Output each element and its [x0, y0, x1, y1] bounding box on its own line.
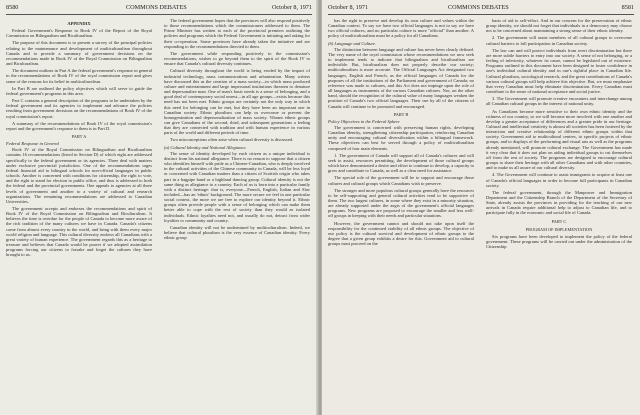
right-running-header: [328, 4, 634, 14]
paragraph: The government while responding positively to the commission's recommendations, wishes to go beyond them to the spirit of the Book IV to ensure that Canada's cultural diversity continues.: [164, 50, 310, 67]
paragraph: basis of aid to self-effort. And in our concern for the preservation of ethnic group identity, we should not forget that individuals in a democracy may choose not to be concerned about maintaining a strong sense of their ethnic identity.: [486, 18, 632, 34]
right-page: [322, 0, 640, 415]
paragraph: The document outlines in Part A the federal government's response in general to the recommendations of Book IV of the royal commission report and gives some of the reasons for its belief in multiculturalism.: [6, 68, 152, 84]
paragraph: In Part B are outlined the policy objectives which will serve to guide the federal government's programs in this area.: [6, 85, 152, 96]
section-heading: Policy Objectives in the Federal Sphere: [328, 118, 400, 124]
left-page: [0, 0, 318, 415]
paragraph: The law can and will protect individuals from overt discrimination but there are more subtle barriers to entry into our society. A sense of not belonging, or a feeling of inferiority, whatever its cause, cannot be legislated out of existence. Programs outlined in this document have been designed to foster confidence in one's individual cultural identity and in one's rightful place in Canadian life. Cultural pluralism, sociological research, and the great contributions of Canada's various cultural groups will help achieve this objective. But, we must emphasize that every Canadian must help eliminate discrimination. Every Canadian must contribute to the sense of national acceptance and social justice.: [486, 47, 632, 95]
section-heading: Federal Response in General: [6, 141, 59, 147]
paragraph: The government is concerned with preserving human rights, developing Canadian identity, strengthening citizenship participation, reinforcing Canadian unity and encouraging cultural diversification within a bilingual framework. These objectives can best be served through a policy of multiculturalism composed of four main elements.: [328, 124, 474, 151]
paragraph: Part C contains a general description of the programs to be undertaken by the federal government and its agencies to implement and advance the policies resulting from government decisions on the recommendations of Book IV of the royal commission's report.: [6, 98, 152, 119]
right-header-rule: [328, 14, 634, 15]
right-date: October 8, 1971: [328, 4, 369, 11]
left-page-number: 8580: [6, 4, 19, 11]
paragraph: Canadian identity will not be undermined by multiculturalism. Indeed, we believe that cultural pluralism is the very essence of Canadian identity. Every ethnic group: [164, 224, 310, 241]
paragraph: The purpose of this document is to present a survey of the principal policies relating to the maintenance and development of multiculturalism throughout Canada and to provide a summary of government decisions on the recommendations made in Book IV of the Royal Commission on Bilingualism and Biculturalism.: [6, 40, 152, 67]
left-header-rule: [6, 14, 312, 15]
paragraph: Cultural diversity throughout the world is being eroded by the impact of industrial technology, mass communications and urbanization. Many writers have discussed this as the creation of a mass society—in which mass produced culture and entertainment and large impersonal institutions threaten to denature and depersonalize man. One of man's basic needs is a sense of belonging, and a good deal of contemporary social unrest—in all age groups—exists because this need has not been met. Ethnic groups are certainly not the only way in which this need for belonging can be met, but they have been an important one in Canadian society. Ethnic pluralism can help us overcome or prevent the homogenization and depersonalization of mass society. Vibrant ethnic groups can give Canadians of the second, third, and subsequent generations a feeling that they are connected with tradition and with human experience in various parts of the world and different periods of time.: [164, 68, 310, 136]
paragraph: 4. The Government will continue to assist immigrants to acquire at least one of Canada's official languages in order to become full participants in Canadian society.: [486, 172, 632, 188]
section-heading: (a) Cultural Identity and National Allegiance.: [164, 144, 247, 150]
paragraph: However, the government cannot and should not take upon itself the responsibility for the continued viability of all ethnic groups. The objective of our policy is the cultural survival and development of ethnic groups to the degree that a given group exhibits a desire for this. Government aid to cultural groups must proceed on the: [328, 220, 474, 247]
section-heading: PART A: [71, 133, 87, 139]
paragraph: 2. The government will assist members of all cultural groups to overcome cultural barriers to full participation in Canadian society.: [486, 35, 632, 46]
section-heading: APPENDIX: [67, 21, 91, 26]
right-page-number: 8581: [621, 4, 634, 11]
paragraph: 3. The Government will promote creative encounters and interchange among all Canadian cultural groups in the interest of national unity.: [486, 96, 632, 107]
left-journal-title: COMMONS DEBATES: [126, 4, 187, 11]
paragraph: The sense of identity developed by each citizen as a unique individual is distinct from his national allegiance. There is no reason to suppose that a citizen who identifies himself with pride as a Chinese-Canadian, who is deeply involved in the cultural activities of the Chinese community in Canada, will be less loyal or concerned with Canadian matters than a citizen of Scottish origin who takes part in a bagpipe band or a highland dancing group. Cultural identity is not the same thing as allegiance to a country. Each of us is born into a particular family with a distinct heritage: that is, everyone—French, English, Italian and Slav included—has an 'ethnic' background. The more secure we feel in one particular social context, the more we are free to explore our identity beyond it. Ethnic groups often provide people with a sense of belonging which can make them better able to cope with the rest of society than they would as isolated individuals. Ethnic loyalties need not, and usually do not, detract from wider loyalties to community and country.: [164, 150, 310, 223]
section-heading: PROGRAM OF IMPLEMENTATION: [525, 226, 593, 232]
right-column-1: [328, 18, 474, 413]
left-column-1: [6, 18, 152, 413]
paragraph: The stronger and more populous cultural groups generally have the resources to be self-supporting and general cultural activities tend to be supportive of them. The two largest cultures, in some where they exist in a minority situation, are already supported under the aegis of the government's official languages programs. New programs are proposed to encourage the smaller and less well-off groups in keeping with their needs and particular situations.: [328, 187, 474, 219]
paragraph: As Canadians become more sensitive to their own ethnic identity and the richness of our country, so we will become more involved with one another and develop a greater acceptance of differences and a greater pride in our heritage. Cultural and intellectual creativity is almost all societies has been fostered by the interaction and creative relationship of different ethnic groups within that society. Government aid to multicultural centres, to specific projects of ethnic groups, and to displays of the performing and visual arts as well as the programs already mentioned, will promote cultural exchange. The Government has made it very clear that it does not plan on aiding individual groups to cut themselves off from the rest of society. The programs are designed to encourage cultural groups to share their heritage with all other Canadians and with other countries, and to make us all aware of our cultural diversity.: [486, 108, 632, 171]
paragraph: Book IV of the Royal Commission on Bilingualism and Biculturalism contains 16 recommendations (listed in Section D) of which eight are addressed specifically to the federal government or its agencies. Three deal with matters under exclusive provincial jurisdiction. One of the recommendations urges federal financial aid to bilingual schools for non-official languages in public schools. Another is concerned with conditions for citizenship, the right to vote, and the right to stand for election to public office, and thus is addressed to both the federal and the provincial governments. One appeals to agencies at all three levels of government and another to a variety of cultural and research organizations. The remaining recommendations are addressed to Canadian Universities.: [6, 147, 152, 204]
left-date: October 8, 1971: [271, 4, 312, 11]
paragraph: A summary of the recommendations of Book IV of the royal commission's report and the government's response to them is in Part D.: [6, 120, 152, 131]
paragraph: The federal government hopes that the provinces will also respond positively to those recommendations which the commissioners addressed to them. The Prime Minister has written to each of the provincial premiers outlining the policies and programs which the Federal Government is initiating and asking for their co-operation. Some provinces have already taken the initiative and are responding to the recommendations directed to them.: [164, 18, 310, 49]
paragraph: The federal government, through the Manpower and Immigration Department and the Citizenship Branch of the Department of the Secretary of State, already assists the provinces in providing for the teaching of our new arrivals in Canada require additional help to adjust to Canadian life, and to participate fully in the economic and social life of Canada.: [486, 189, 632, 216]
left-column-2: [164, 18, 310, 413]
right-column-2: [486, 18, 632, 413]
section-heading: PART C: [551, 218, 567, 224]
paragraph: Six programs have been developed to implement the policy of the federal government. These programs will be carried out under the administration of the Citizenship: [486, 233, 632, 250]
paragraph: The distinction between language and culture has never been clearly defined. The very name of the royal commission whose recommendations we now seek to implement tends to indicate that bilingualism and biculturalism are indivisible. But, biculturalism does not properly describe our society; multiculturalism is more accurate. The Official Languages Act designated two languages, English and French, as the official languages of Canada for the purposes of all the institutions of the Parliament and government of Canada; no reference was made to cultures, and this Act does not impinge upon the role of all languages as instruments of the various Canadian cultures. Nor, on the other hand, should the recognition of the cultural value of many languages weaken the position of Canada's two official languages. Their use by all of the citizens of Canada will continue to be promoted and encouraged.: [328, 46, 474, 109]
section-heading: (b) Language and Culture.: [328, 40, 377, 46]
paragraph: The special role of the government will be to support and encourage those cultures and cultural groups which Canadians wish to preserve.: [328, 175, 474, 186]
paragraph: has the right to preserve and develop its own culture and values within the Canadian context. To say we have two official languages is not to say we have two official cultures, and no particular culture is more "official" than another. A policy of multiculturalism must be a policy for all Canadians.: [328, 18, 474, 39]
left-running-header: [6, 4, 312, 14]
paragraph: Federal Government's Response to Book IV of the Report of the Royal Commission on Bilingualism and Biculturalism.: [6, 28, 152, 39]
paragraph: The government accepts and endorses the recommendations and spirit of Book IV of the Royal Commission on Bilingualism and Biculturalism. It believes the time is overdue for the people of Canada to become more aware of the rich tradition of the many cultures we have in Canada. Canada's citizens come from almost every country in the world, and bring with them every major world religion and language. This cultural diversity endows all Canadians with a great variety of human experience. The government regards this as a heritage to treasure and believes that Canada would be poorer if we adopted assimilation programs forcing our citizens to forsake and forget the cultures they have brought to us.: [6, 206, 152, 258]
paragraph: Two misconceptions often arise when cultural diversity is discussed.: [170, 137, 294, 143]
section-heading: PART B: [393, 111, 409, 117]
right-journal-title: COMMONS DEBATES: [448, 4, 509, 11]
paragraph: 1. The government of Canada will support all of Canada's cultures and will seek to assist, resources permitting, the development of those cultural groups which have demonstrated a desire and effort to continue to develop, a capacity to grow and contribute to Canada, as well as a clear need for assistance.: [328, 152, 474, 174]
